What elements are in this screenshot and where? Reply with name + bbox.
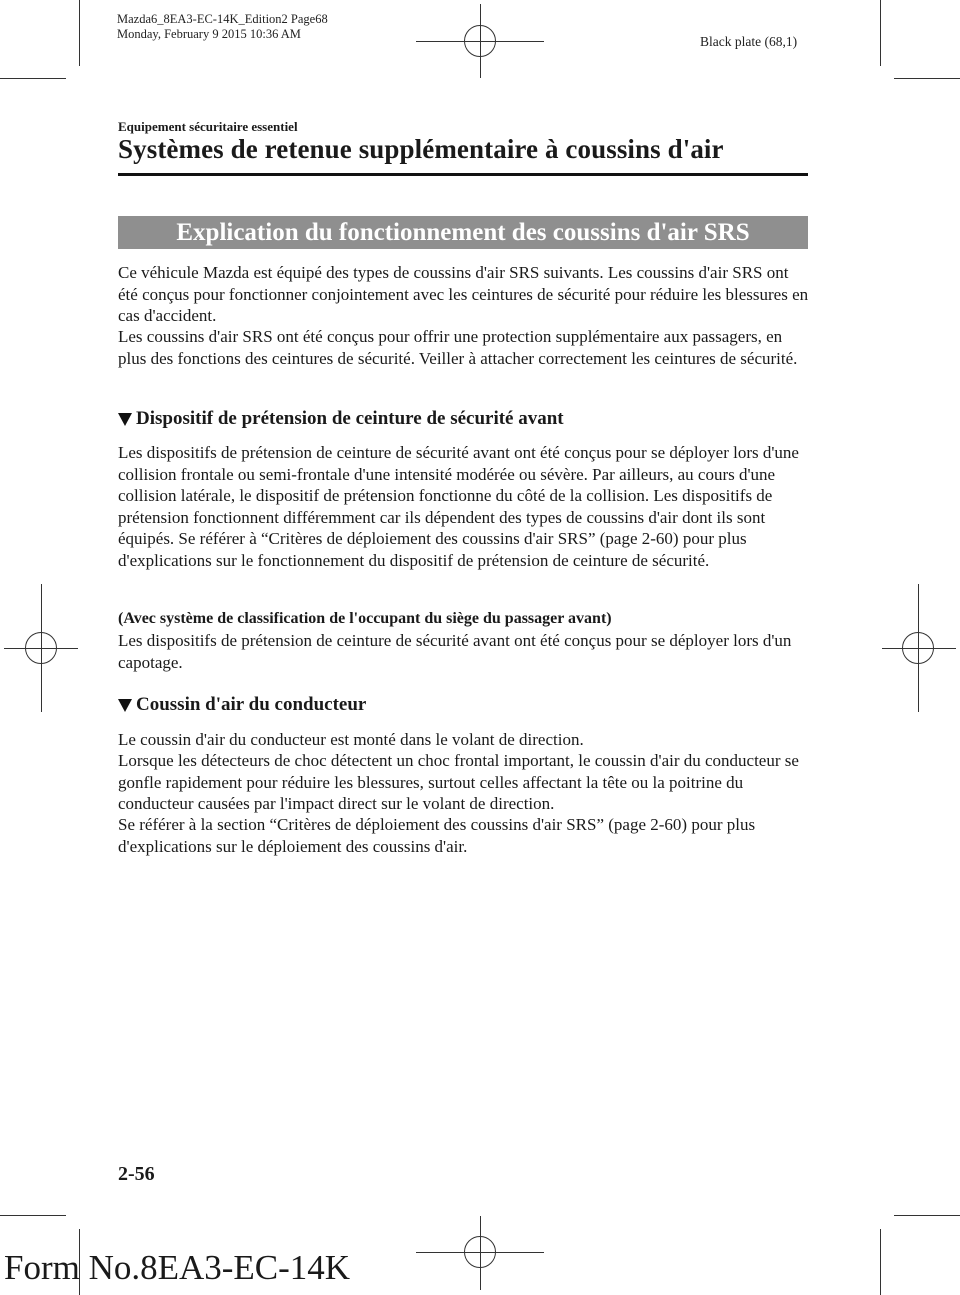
page-number: 2-56 [118,1163,155,1185]
driver-airbag-paragraph-1: Le coussin d'air du conducteur est monté dans le volant de direction. [118,730,584,749]
pretensioner-paragraph: Les dispositifs de prétension de ceinture de sécurité avant ont été conçus pour se déployer lors d'une collision frontale ou semi-frontale d'une intensité modérée ou sévère. Par ailleurs, au cours d'une collision latérale, le dispositif de prétension fonctionne du côté de la collision. Les dispositifs de prétension fonctionnent différemment car ils dépendent des types de coussins d'air dont ils sont équipés. Se référer à “Critères de déploiement des coussins d'air SRS” (page 2-60) pour plus d'explications sur le fonctionnement du dispositif de prétension de ceinture de sécurité. [118,443,799,570]
section-heading-driver-airbag [118,694,366,716]
occupant-classification-note-heading: (Avec système de classification de l'occupant du siège du passager avant) [118,610,612,627]
print-file-line: Mazda6_8EA3-EC-14K_Edition2 Page68 [117,12,328,26]
chapter-title: Systèmes de retenue supplémentaire à coussins d'air [118,134,724,164]
title-rule [118,173,808,176]
driver-airbag-paragraph-2: Lorsque les détecteurs de choc détectent un choc frontal important, le coussin d'air du conducteur se gonfle rapidement pour réduire les blessures, surtout celles affectant la tête ou la poitrine du conducteur causées par l'impact direct sur le volant de direction. [118,751,799,813]
section-heading-pretensioner [118,408,564,430]
print-meta [117,12,328,42]
topic-banner: Explication du fonctionnement des coussins d'air SRS [118,216,808,249]
form-number: Form No.8EA3-EC-14K [4,1248,351,1287]
triangle-bullet-icon [118,413,132,426]
section-heading-text: Coussin d'air du conducteur [136,694,367,715]
plate-label: Black plate (68,1) [700,34,798,49]
intro-paragraph-1: Ce véhicule Mazda est équipé des types de coussins d'air SRS suivants. Les coussins d'air SRS ont été conçus pour fonctionner conjointement avec les ceintures de sécurité pour réduire les blessures en cas d'accident. [118,263,809,325]
print-date-line: Monday, February 9 2015 10:36 AM [117,27,301,41]
occupant-classification-note-text: Les dispositifs de prétension de ceinture de sécurité avant ont été conçus pour se déployer lors d'un capotage. [118,631,792,672]
section-label: Equipement sécuritaire essentiel [118,119,298,134]
triangle-bullet-icon [118,699,132,712]
section-heading-text: Dispositif de prétension de ceinture de sécurité avant [136,408,564,429]
intro-paragraph-2: Les coussins d'air SRS ont été conçus pour offrir une protection supplémentaire aux passagers, en plus des fonctions des ceintures de sécurité. Veiller à attacher correctement les ceintures de sécurité. [118,327,798,368]
driver-airbag-paragraph-3: Se référer à la section “Critères de déploiement des coussins d'air SRS” (page 2-60) pour plus d'explications sur le déploiement des coussins d'air. [118,815,756,856]
